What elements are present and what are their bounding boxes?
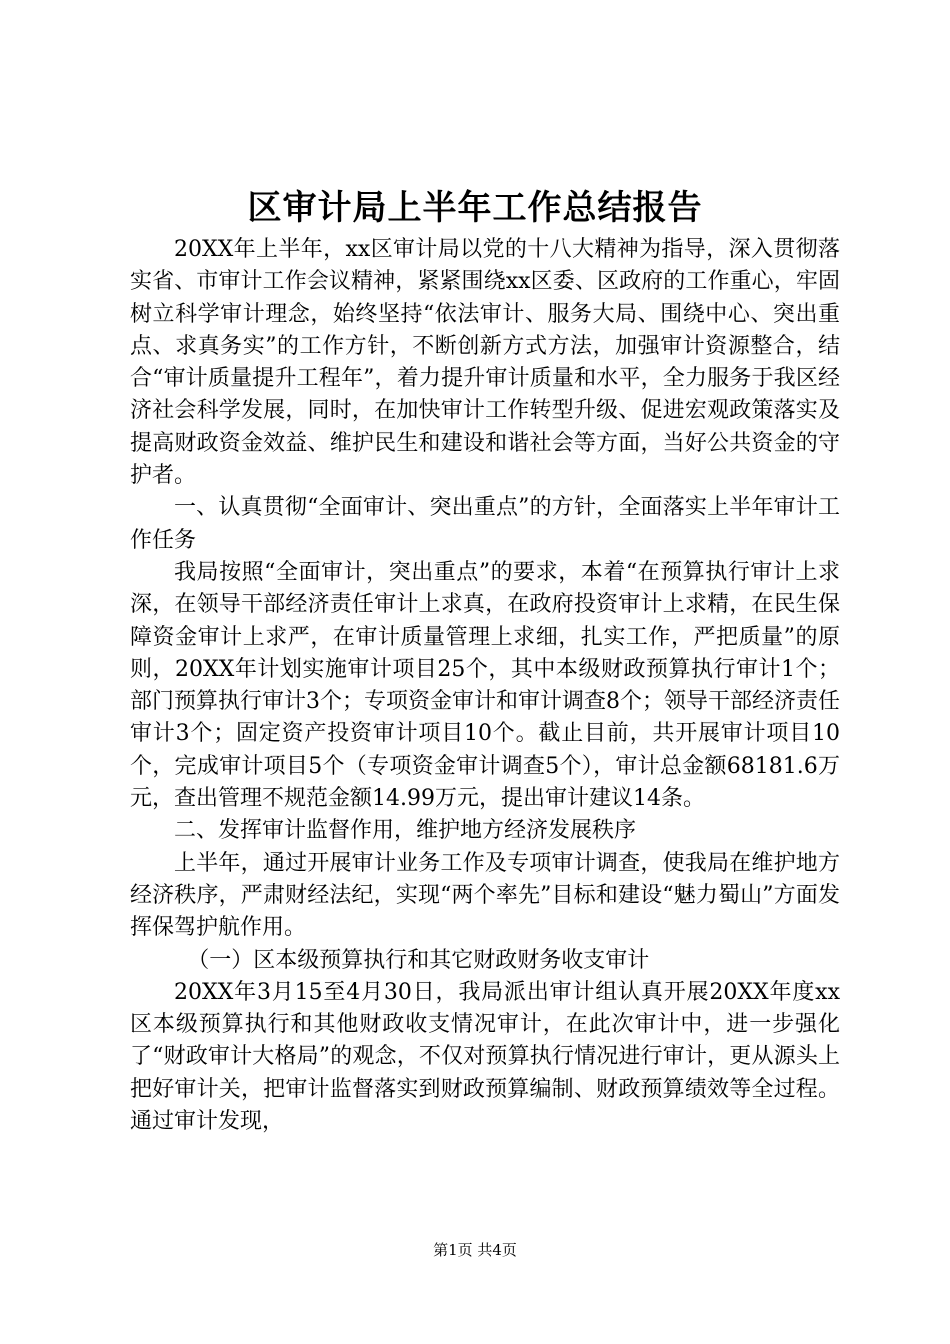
document-body: [130, 234, 840, 1138]
section-heading-2: 二、发挥审计监督作用，维护地方经济发展秩序: [174, 818, 637, 844]
paragraph-intro: 20XX年上半年，xx区审计局以党的十八大精神为指导，深入贯彻落实省、市审计工作会议精神，紧紧围绕xx区委、区政府的工作重心，牢固树立科学审计理念，始终坚持“依法审计、服务大局、围绕中心、突出重点、求真务实”的工作方针，不断创新方式方法，加强审计资源整合，结合“审计质量提升工程年”，着力提升审计质量和水平，全力服务于我区经济社会科学发展，同时，在加快审计工作转型升级、促进宏观政策落实及提高财政资金效益、维护民生和建设和谐社会等方面，当好公共资金的守护者。: [130, 237, 840, 489]
subsection-heading-1: （一）区本级预算执行和其它财政财务收支审计: [187, 947, 650, 973]
paragraph-section-1: 我局按照“全面审计，突出重点”的要求，本着“在预算执行审计上求深，在领导干部经济责任审计上求真，在政府投资审计上求精，在民生保障资金审计上求严，在审计质量管理上求细，扎实工作，严把质量”的原则，20XX年计划实施审计项目25个，其中本级财政预算执行审计1个；部门预算执行审计3个；专项资金审计和审计调查8个；领导干部经济责任审计3个；固定资产投资审计项目10个。截止目前，共开展审计项目10个，完成审计项目5个（专项资金审计调查5个），审计总金额68181.6万元，查出管理不规范金额14.99万元，提出审计建议14条。: [130, 559, 840, 812]
paragraph-subsection-1: 20XX年3月15至4月30日，我局派出审计组认真开展20XX年度xx区本级预算执行和其他财政收支情况审计，在此次审计中，进一步强化了“财政审计大格局”的观念，不仅对预算执行情况进行审计，更从源头上把好审计关，把审计监督落实到财政预算编制、财政预算绩效等全过程。通过审计发现，: [130, 979, 840, 1135]
page-number-footer: 第1页 共4页: [433, 1241, 517, 1259]
section-heading-1: 一、认真贯彻“全面审计、突出重点”的方针，全面落实上半年审计工作任务: [130, 495, 840, 553]
paragraph-section-2: 上半年，通过开展审计业务工作及专项审计调查，使我局在维护地方经济秩序，严肃财经法纪，实现“两个率先”目标和建设“魅力蜀山”方面发挥保驾护航作用。: [130, 850, 840, 941]
document-title: 区审计局上半年工作总结报告: [247, 188, 703, 228]
